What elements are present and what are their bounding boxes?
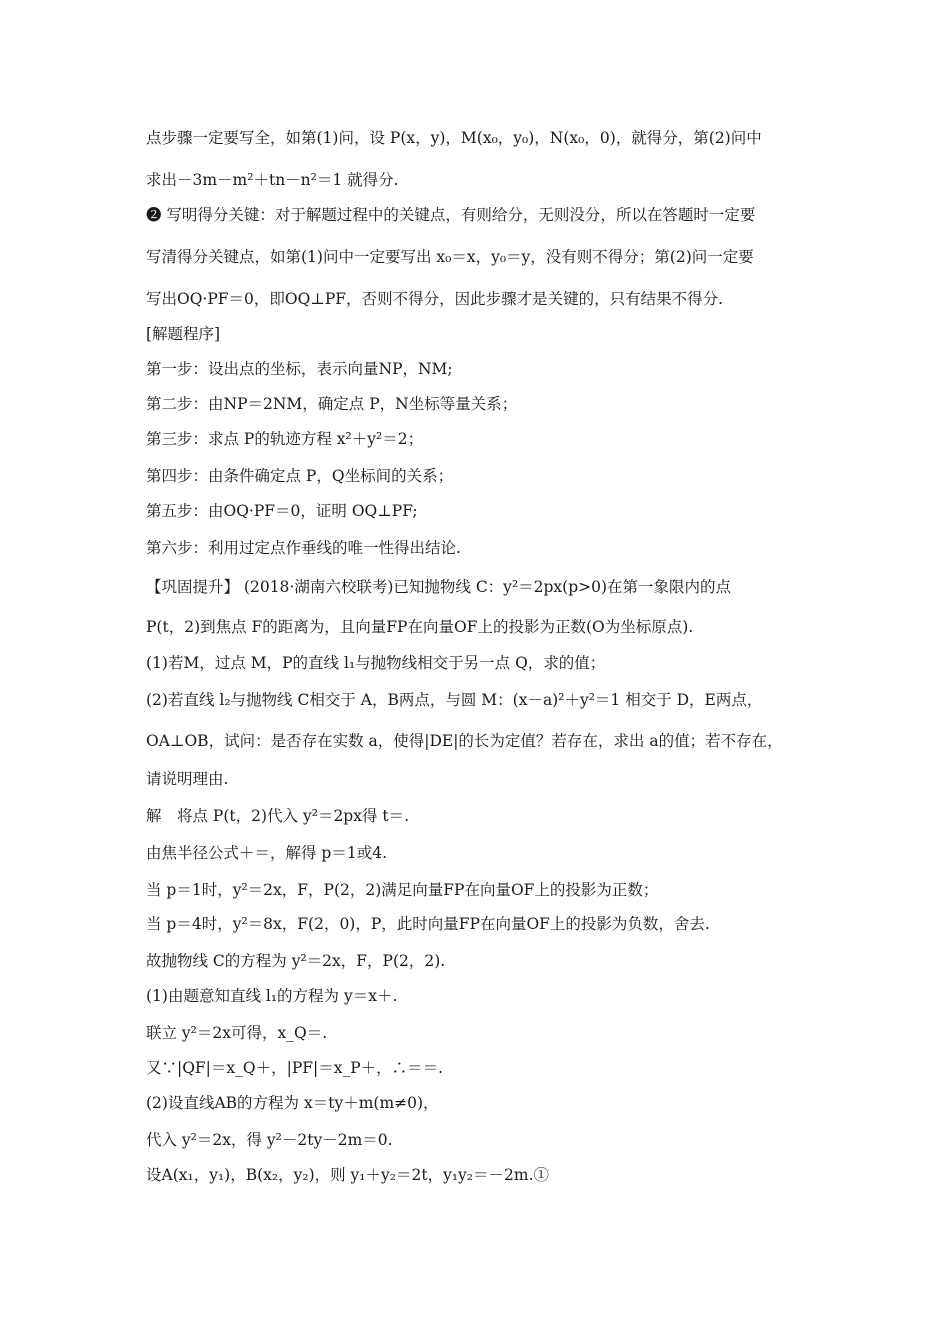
text-line: 写出OQ·PF＝0，即OQ⊥PF，否则不得分，因此步骤才是关键的，只有结果不得分. [146, 290, 723, 308]
text-line: 设A(x₁，y₁)，B(x₂，y₂)，则 y₁＋y₂＝2t，y₁y₂＝－2m.① [146, 1166, 550, 1184]
text-line: 解 将点 P(t，2)代入 y²＝2px得 t＝. [146, 807, 410, 825]
text-line: P(t，2)到焦点 F的距离为，且向量FP在向量OF上的投影为正数(O为坐标原点). [146, 618, 694, 636]
text-line: 第二步：由NP＝2NM，确定点 P，N坐标等量关系； [146, 395, 518, 413]
text-line: 当 p＝4时，y²＝8x，F(2，0)，P，此时向量FP在向量OF上的投影为负数，舍去. [146, 915, 710, 933]
section-heading: [解题程序] [146, 325, 221, 343]
text-line: ❷ 写明得分关键：对于解题过程中的关键点，有则给分，无则没分，所以在答题时一定要 [146, 206, 756, 224]
text-line: (2)若直线 l₂与抛物线 C相交于 A，B两点，与圆 M：(x－a)²＋y²＝1 相交于 D，E两点， [146, 691, 763, 709]
text-line: 由焦半径公式＋＝，解得 p＝1或4. [146, 844, 388, 862]
text-line: (1)由题意知直线 l₁的方程为 y＝x＋. [146, 987, 398, 1005]
text-line: 第五步：由OQ·PF＝0，证明 OQ⊥PF; [146, 502, 418, 520]
text-line: 写清得分关键点，如第(1)问中一定要写出 x₀＝x，y₀＝y，没有则不得分；第(2)问一定要 [146, 248, 754, 266]
text-line: 求出－3m－m²＋tn－n²＝1 就得分. [146, 171, 399, 189]
text-line: 当 p＝1时，y²＝2x，F，P(2，2)满足向量FP在向量OF上的投影为正数； [146, 881, 659, 899]
text-line: 第一步：设出点的坐标，表示向量NP，NM; [146, 360, 453, 378]
text-line: 点步骤一定要写全，如第(1)问，设 P(x，y)，M(x₀，y₀)，N(x₀，0)，就得分，第(2)问中 [146, 129, 762, 147]
text-line: 请说明理由. [146, 770, 229, 788]
text-line: (2)设直线AB的方程为 x＝ty＋m(m≠0)， [146, 1094, 439, 1112]
text-line: 代入 y²＝2x，得 y²－2ty－2m＝0. [146, 1131, 393, 1149]
text-line: 第四步：由条件确定点 P，Q坐标间的关系； [146, 467, 454, 485]
text-line: 故抛物线 C的方程为 y²＝2x，F，P(2，2). [146, 952, 446, 970]
text-line: 联立 y²＝2x可得，x_Q＝. [146, 1024, 328, 1042]
text-line: OA⊥OB，试问：是否存在实数 a，使得|DE|的长为定值？若存在，求出 a的值；若不存在， [146, 732, 783, 750]
text-line: (1)若M，过点 M，P的直线 l₁与抛物线相交于另一点 Q，求的值； [146, 654, 606, 672]
text-line: 又∵|QF|＝x_Q＋，|PF|＝x_P＋，∴＝＝. [146, 1059, 444, 1077]
text-line: 第三步：求点 P的轨迹方程 x²＋y²＝2； [146, 430, 424, 448]
text-line: 第六步：利用过定点作垂线的唯一性得出结论. [146, 539, 461, 557]
text-line: 【巩固提升】 (2018·湖南六校联考)已知抛物线 C：y²＝2px(p>0)在第一象限内的点 [146, 578, 732, 596]
